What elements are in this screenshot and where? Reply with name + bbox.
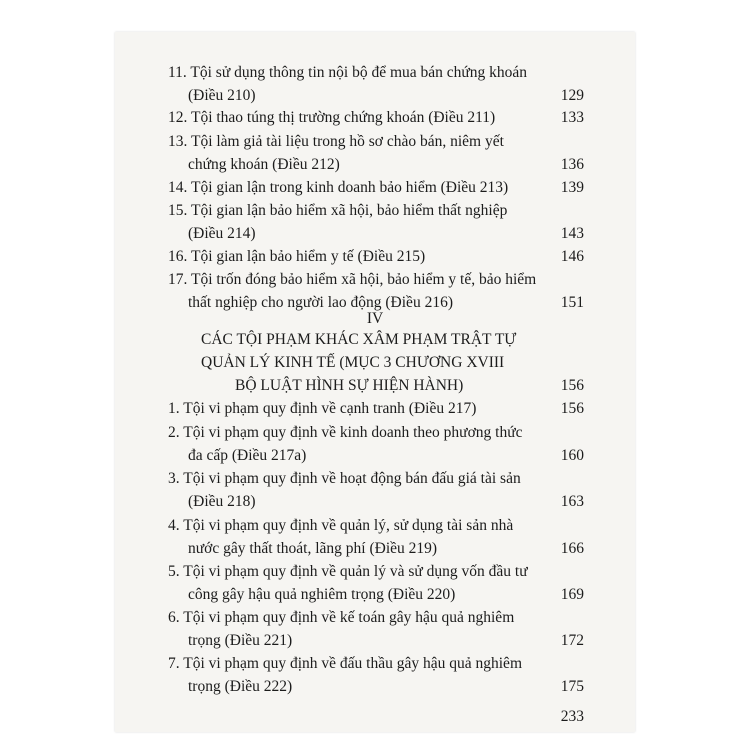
toc-entry-line1: 4. Tội vi phạm quy định về quản lý, sử dụng tài sản nhà <box>168 517 514 534</box>
toc-page-number: 172 <box>560 632 584 649</box>
toc-page-number: 166 <box>560 540 584 557</box>
toc-entry-line2: (Điều 210) <box>188 87 256 104</box>
section-number: IV <box>366 310 384 327</box>
page-folio: 233 <box>560 708 584 725</box>
toc-entry-line1: 6. Tội vi phạm quy định về kế toán gây hậu quả nghiêm <box>168 609 515 626</box>
toc-page-number: 129 <box>560 87 584 104</box>
section-title-line3: BỘ LUẬT HÌNH SỰ HIỆN HÀNH) <box>235 377 464 394</box>
toc-entry-line1: 14. Tội gian lận trong kinh doanh bảo hiểm (Điều 213) <box>168 179 509 196</box>
toc-page-number: 146 <box>560 248 584 265</box>
toc-page-number: 163 <box>560 493 584 510</box>
toc-entry-line2: (Điều 218) <box>188 493 256 510</box>
toc-entry-line1: 3. Tội vi phạm quy định về hoạt động bán đấu giá tài sản <box>168 470 521 487</box>
toc-page-number: 156 <box>560 400 584 417</box>
toc-entry-line1: 2. Tội vi phạm quy định về kinh doanh theo phương thức <box>168 424 523 441</box>
toc-page-number: 156 <box>560 377 584 394</box>
toc-page-number: 160 <box>560 447 584 464</box>
toc-entry-line1: 5. Tội vi phạm quy định về quản lý và sử dụng vốn đầu tư <box>168 563 528 580</box>
toc-page-number: 136 <box>560 156 584 173</box>
toc-entry-line1: 11. Tội sử dụng thông tin nội bộ để mua bán chứng khoán <box>168 64 528 81</box>
toc-entry-line1: 13. Tội làm giả tài liệu trong hồ sơ chào bán, niêm yết <box>168 133 504 150</box>
section-title-line1: CÁC TỘI PHẠM KHÁC XÂM PHẠM TRẬT TỰ <box>201 331 517 348</box>
toc-entry-line1: 15. Tội gian lận bảo hiểm xã hội, bảo hiểm thất nghiệp <box>168 202 508 219</box>
toc-page-number: 133 <box>560 109 584 126</box>
toc-entry-line1: 17. Tội trốn đóng bảo hiểm xã hội, bảo hiểm y tế, bảo hiểm <box>168 271 537 288</box>
toc-entry-line2: (Điều 214) <box>188 225 256 242</box>
toc-entry-line2: chứng khoán (Điều 212) <box>188 156 340 173</box>
toc-entry-line2: công gây hậu quả nghiêm trọng (Điều 220) <box>188 586 456 603</box>
toc-page-number: 151 <box>560 294 584 311</box>
toc-entry-line2: trọng (Điều 221) <box>188 632 293 649</box>
toc-entry-line1: 12. Tội thao túng thị trường chứng khoán (Điều 211) <box>168 109 496 126</box>
toc-page-number: 175 <box>560 678 584 695</box>
toc-entry-line2: thất nghiệp cho người lao động (Điều 216) <box>188 294 453 311</box>
toc-page-number: 139 <box>560 179 584 196</box>
toc-page-number: 169 <box>560 586 584 603</box>
toc-entry-line2: đa cấp (Điều 217a) <box>188 447 307 464</box>
toc-entry-line1: 1. Tội vi phạm quy định về cạnh tranh (Điều 217) <box>168 400 477 417</box>
section-title-line2: QUẢN LÝ KINH TẾ (MỤC 3 CHƯƠNG XVIII <box>201 354 505 371</box>
toc-entry-line1: 16. Tội gian lận bảo hiểm y tế (Điều 215) <box>168 248 426 265</box>
book-page <box>115 32 635 732</box>
toc-page-number: 143 <box>560 225 584 242</box>
toc-entry-line2: trọng (Điều 222) <box>188 678 293 695</box>
toc-entry-line1: 7. Tội vi phạm quy định về đấu thầu gây hậu quả nghiêm <box>168 655 522 672</box>
toc-entry-line2: nước gây thất thoát, lãng phí (Điều 219) <box>188 540 438 557</box>
